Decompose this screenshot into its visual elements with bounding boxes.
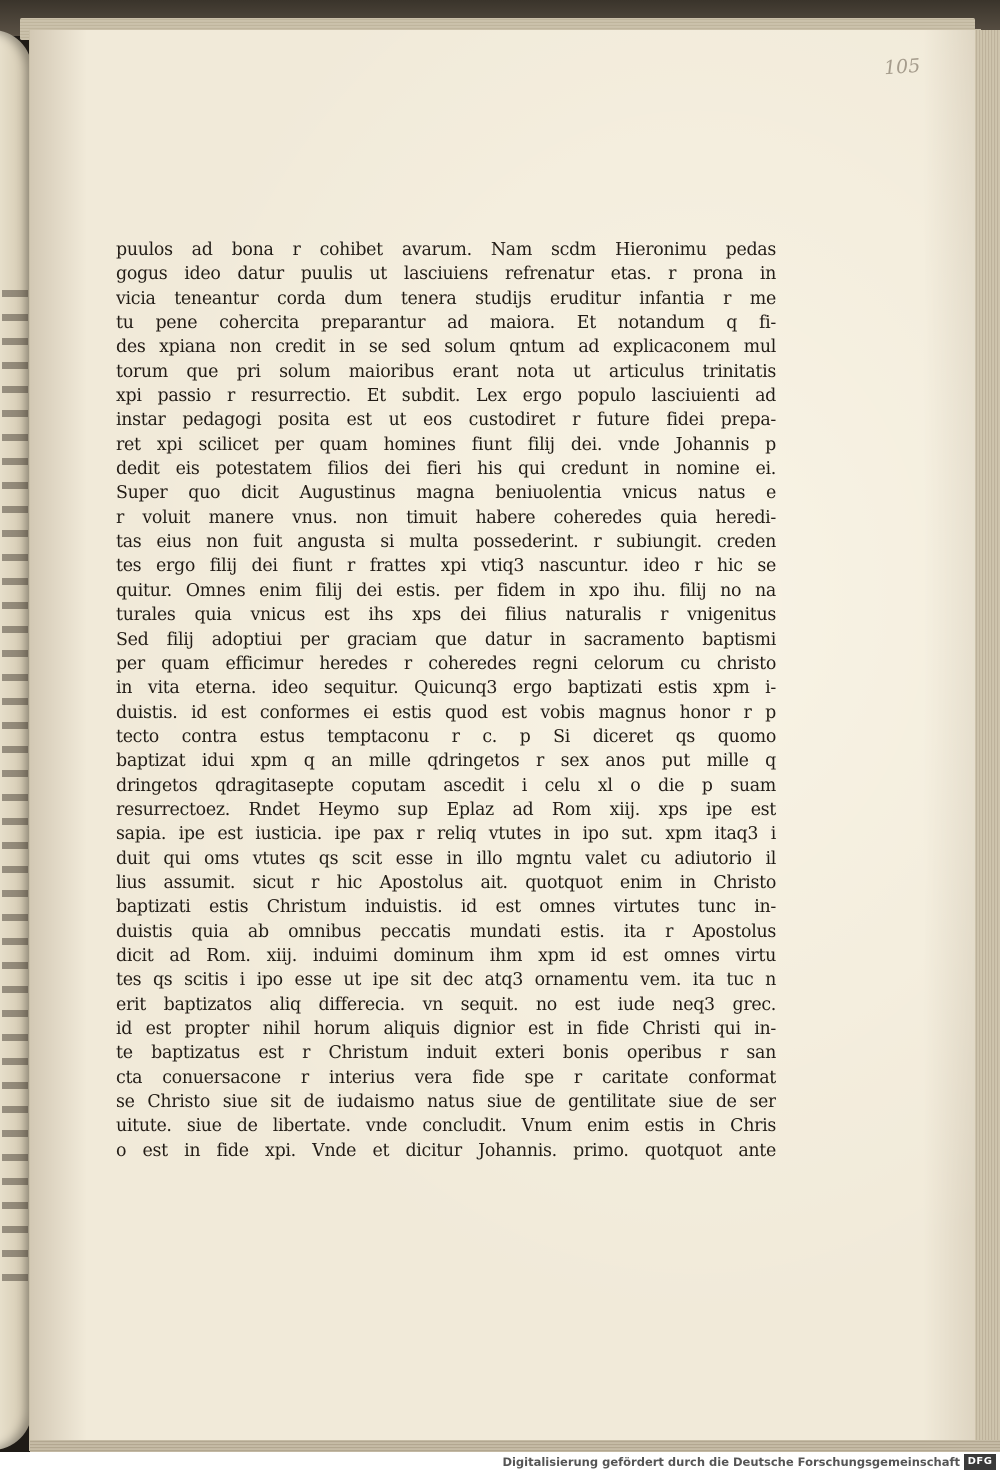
funding-credit: Digitalisierung gefördert durch die Deutsche Forschungsgemeinschaft	[502, 1455, 960, 1469]
text-line: per quam efficimur heredes r coheredes regni celorum cu christo	[116, 653, 776, 674]
text-line: baptizat idui xpm q an mille qdringetos r sex anos put mille q	[116, 751, 776, 772]
facing-page	[0, 30, 32, 1450]
text-line: se Christo siue sit de iudaismo natus siue de gentilitate siue de ser	[116, 1092, 776, 1113]
text-line: tu pene cohercita preparantur ad maiora. Et notandum q fi-	[116, 313, 776, 334]
text-line: tes qs scitis i ipo esse ut ipe sit dec atq3 ornamentu vem. ita tuc n	[116, 970, 776, 991]
text-line: ret xpi scilicet per quam homines fiunt filij dei. vnde Johannis p	[116, 434, 776, 455]
text-line: uitute. siue de libertate. vnde concludit. Vnum enim estis in Chris	[116, 1116, 776, 1137]
text-line: dicit ad Rom. xiij. induimi dominum ihm xpm id est omnes virtu	[116, 945, 776, 966]
text-line: dringetos qdragitasepte coputam ascedit i celu xl o die p suam	[116, 775, 776, 796]
text-column	[116, 238, 776, 1163]
book-bottom-edge	[30, 1440, 1000, 1452]
text-line: tas eius non fuit angusta si multa possederint. r subiungit. creden	[116, 532, 776, 553]
text-line: resurrectoez. Rndet Heymo sup Eplaz ad Rom xiij. xps ipe est	[116, 799, 776, 820]
text-line: te baptizatus est r Christum induit exteri bonis operibus r san	[116, 1043, 776, 1064]
digitization-footer	[0, 1452, 1000, 1473]
text-line: dedit eis potestatem filios dei fieri his qui credunt in nomine ei.	[116, 459, 776, 480]
text-line: duistis. id est conformes ei estis quod est vobis magnus honor r p	[116, 702, 776, 723]
text-line: vicia teneantur corda dum tenera studijs eruditur infantia r me	[116, 288, 776, 309]
text-line: turales quia vnicus est ihs xps dei filius naturalis r vnigenitus	[116, 605, 776, 626]
book-right-edge	[975, 30, 1000, 1450]
text-line: cta conuersacone r interius vera fide spe r caritate conformat	[116, 1067, 776, 1088]
text-line: r voluit manere vnus. non timuit habere coheredes quia heredi-	[116, 507, 776, 528]
text-line: erit baptizatos aliq differecia. vn sequit. no est iude neq3 grec.	[116, 994, 776, 1015]
text-line: in vita eterna. ideo sequitur. Quicunq3 ergo baptizati estis xpm i-	[116, 678, 776, 699]
text-line: lius assumit. sicut r hic Apostolus ait. quotquot enim in Christo	[116, 872, 776, 893]
text-line: quitur. Omnes enim filij dei estis. per fidem in xpo ihu. filij no na	[116, 580, 776, 601]
text-line: tecto contra estus temptaconu r c. p Si diceret qs quomo	[116, 726, 776, 747]
text-line: instar pedagogi posita est ut eos custodiret r future fidei prepa-	[116, 410, 776, 431]
text-line: puulos ad bona r cohibet avarum. Nam scdm Hieronimu pedas	[116, 240, 776, 260]
text-line: Super quo dicit Augustinus magna beniuolentia vnicus natus e	[116, 483, 776, 504]
text-line: o est in fide xpi. Vnde et dicitur Johannis. primo. quotquot ante	[116, 1140, 776, 1161]
text-line: duit qui oms vtutes qs scit esse in illo mgntu valet cu adiutorio il	[116, 848, 776, 869]
text-line: Sed filij adoptiui per graciam que datur in sacramento baptismi	[116, 629, 776, 650]
dfg-logo: DFG	[964, 1454, 996, 1470]
text-line: xpi passio r resurrectio. Et subdit. Lex ergo populo lasciuienti ad	[116, 386, 776, 407]
folio-number: 105	[883, 54, 921, 80]
text-line: duistis quia ab omnibus peccatis mundati estis. ita r Apostolus	[116, 921, 776, 942]
text-line: gogus ideo datur puulis ut lasciuiens refrenatur etas. r prona in	[116, 264, 776, 285]
text-line: id est propter nihil horum aliquis dignior est in fide Christi qui in-	[116, 1019, 776, 1039]
text-line: tes ergo filij dei fiunt r frattes xpi vtiq3 nascuntur. ideo r hic se	[116, 556, 776, 577]
text-line: torum que pri solum maioribus erant nota ut articulus trinitatis	[116, 361, 776, 382]
facing-page-text-fragments	[2, 290, 28, 1290]
text-line: des xpiana non credit in se sed solum qntum ad explicaconem mul	[116, 337, 776, 358]
text-line: baptizati estis Christum induistis. id est omnes virtutes tunc in-	[116, 897, 776, 918]
text-line: sapia. ipe est iusticia. ipe pax r reliq vtutes in ipo sut. xpm itaq3 i	[116, 824, 776, 845]
